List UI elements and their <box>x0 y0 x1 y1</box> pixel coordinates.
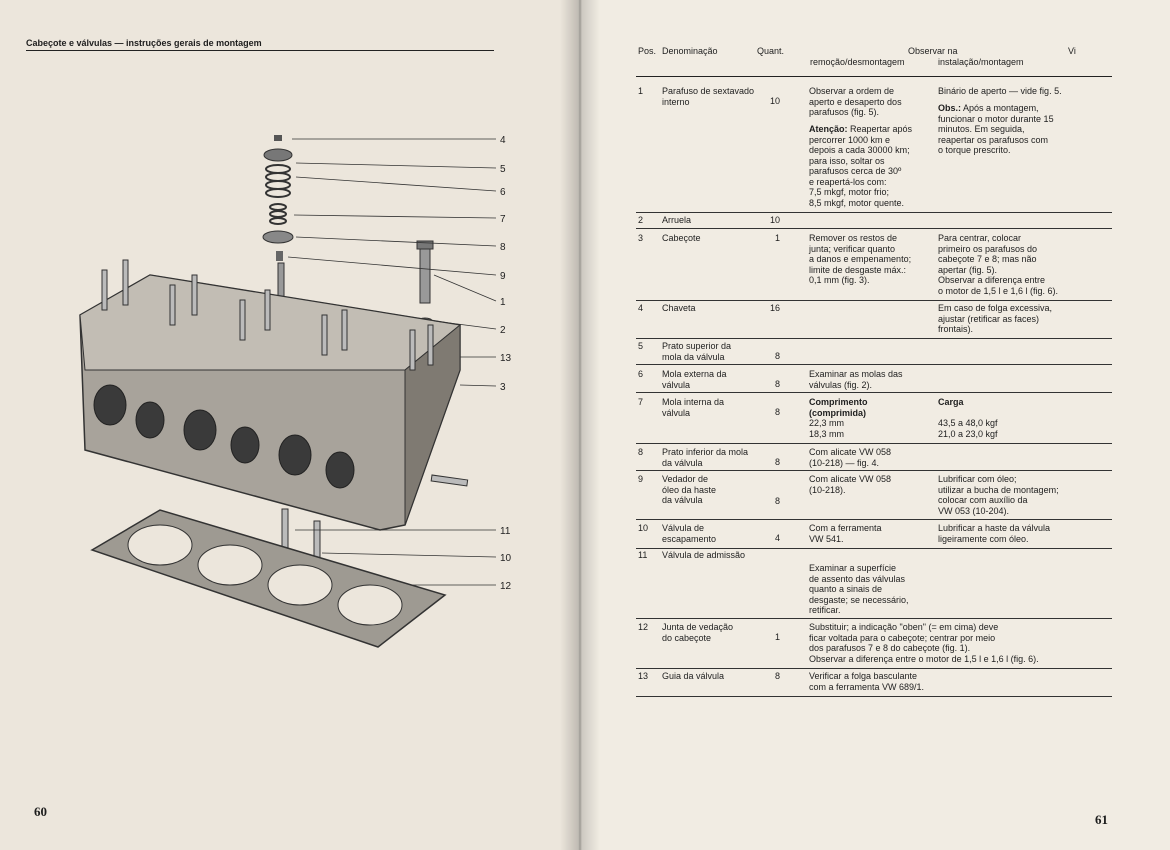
callout-2: 2 <box>500 325 506 336</box>
callout-5: 5 <box>500 164 506 175</box>
row-pos: 7 <box>638 397 644 407</box>
row-pos: 11 <box>638 550 648 560</box>
row-pos: 9 <box>638 474 644 484</box>
row-qty: 8 <box>774 407 780 417</box>
row-name: Mola externa da válvula <box>662 369 727 390</box>
row-pos: 12 <box>638 622 649 632</box>
row-pos: 3 <box>638 233 644 243</box>
row-qty: 4 <box>774 533 780 543</box>
col-removal: remoção/desmontagem <box>810 57 905 67</box>
row-divider <box>636 338 1112 339</box>
callout-8: 8 <box>500 242 506 253</box>
attention-label: Atenção: <box>809 124 848 134</box>
table-row <box>636 447 1112 469</box>
callout-1: 1 <box>500 297 506 308</box>
row-name: Parafuso de sextavado interno <box>662 86 755 107</box>
book-gutter <box>560 0 600 850</box>
row-removal: 22,3 mm 18,3 mm <box>809 418 845 439</box>
callout-10: 10 <box>500 553 512 564</box>
row-name: Vedador de óleo da haste da válvula <box>662 474 717 505</box>
page-number-left: 60 <box>34 804 47 819</box>
table-row <box>636 397 1112 441</box>
row-removal: Com alicate VW 058 (10-218). <box>809 474 892 495</box>
page-header: Cabeçote e válvulas — instruções gerais de montagem <box>26 38 262 48</box>
row-name: Prato inferior da mola da válvula <box>662 447 749 468</box>
row-qty: 8 <box>774 671 780 681</box>
row-removal: Examinar as molas das válvulas (fig. 2). <box>809 369 903 390</box>
load-heading: Carga <box>938 397 964 407</box>
row-divider <box>636 519 1112 520</box>
header-rule-right <box>636 76 1112 77</box>
row-divider <box>636 364 1112 365</box>
row-qty: 16 <box>769 303 780 313</box>
row-name: Válvula de admissão <box>662 550 746 560</box>
table-row <box>636 474 1112 518</box>
callout-7: 7 <box>500 214 506 225</box>
callout-11: 11 <box>500 526 511 537</box>
table-row <box>636 215 1112 227</box>
row-divider <box>636 300 1112 301</box>
row-name: Junta de vedação do cabeçote <box>662 622 734 643</box>
upper-spring-plate <box>264 149 292 161</box>
left-page <box>0 0 578 850</box>
row-install: Para centrar, colocar primeiro os parafusos do cabeçote 7 e 8; mas não apertar (fig. 5). Observar a diferença entre o motor de 1,5 l e 1,6 l (fig. 6). <box>938 233 1059 296</box>
row-qty: 1 <box>774 233 780 243</box>
row-removal: Observar a ordem de aperto e desaperto dos parafusos (fig. 5). <box>809 86 902 117</box>
table-row <box>636 622 1112 666</box>
row-divider <box>636 228 1112 229</box>
row-pos: 1 <box>638 86 644 96</box>
head-gasket <box>92 510 445 647</box>
row-install: Binário de aperto — vide fig. 5. <box>938 86 1062 96</box>
table-row <box>636 550 1112 616</box>
obs-text: Após a montagem, funcionar o motor durante 15 minutos. Em seguida, reapertar os parafusos com o torque prescrito. <box>938 103 1054 155</box>
table-row <box>636 369 1112 391</box>
row-removal: Com a ferramenta VW 541. <box>809 523 882 544</box>
row-pos: 2 <box>638 215 644 225</box>
table-row <box>636 233 1112 299</box>
callout-6: 6 <box>500 187 506 198</box>
row-install: 43,5 a 48,0 kgf 21,0 a 23,0 kgf <box>938 418 998 439</box>
header-rule <box>26 50 494 51</box>
lower-spring-plate <box>263 231 293 243</box>
attention-text: Reapertar após percorrer 1000 km e depois a cada 30000 km; para isso, soltar os parafusos cerca de 30º e reapertá-los com: 7,5 mkgf, motor frio; 8,5 mkgf, motor quente. <box>809 124 913 208</box>
callout-4: 4 <box>500 135 506 146</box>
row-name: Válvula de escapamento <box>662 523 717 544</box>
table-row <box>636 303 1112 337</box>
row-divider <box>636 212 1112 213</box>
cylinder-head <box>80 260 468 530</box>
row-name: Arruela <box>662 215 692 225</box>
row-name: Prato superior da mola da válvula <box>662 341 732 362</box>
row-divider <box>636 548 1112 549</box>
row-pos: 6 <box>638 369 644 379</box>
col-pos: Pos. <box>638 46 657 56</box>
row-qty: 1 <box>774 632 780 642</box>
valve-springs <box>266 165 290 224</box>
row-install: Lubrificar a haste da válvula ligeiramente com óleo. <box>938 523 1051 544</box>
row-qty: 8 <box>774 496 780 506</box>
page-number-right: 61 <box>1095 812 1108 827</box>
row-divider <box>636 618 1112 619</box>
row-name: Mola interna da válvula <box>662 397 725 418</box>
head-bolt <box>417 241 433 324</box>
callout-9: 9 <box>500 271 506 282</box>
valve-keeper <box>274 135 282 141</box>
row-pos: 10 <box>638 523 649 533</box>
row-removal: Verificar a folga basculante com a ferramenta VW 689/1. <box>809 671 925 692</box>
row-removal-note <box>809 124 931 208</box>
row-divider <box>636 668 1112 669</box>
row-install: Lubrificar com óleo; utilizar a bucha de montagem; colocar com auxílio da VW 053 (10-204). <box>938 474 1059 516</box>
row-name: Chaveta <box>662 303 696 313</box>
callout-13: 13 <box>500 353 512 364</box>
row-removal: Remover os restos de junta; verificar quanto a danos e empenamento; limite de desgaste máx.: 0,1 mm (fig. 3). <box>809 233 912 285</box>
callout-labels <box>500 135 512 592</box>
row-divider <box>636 696 1112 697</box>
col-install: instalação/montagem <box>938 57 1024 67</box>
col-observe: Observar na <box>908 46 958 56</box>
row-pos: 5 <box>638 341 644 351</box>
cylinder-head-exploded-diagram <box>60 125 530 665</box>
row-divider <box>636 443 1112 444</box>
row-qty: 10 <box>769 215 780 225</box>
callout-3: 3 <box>500 382 506 393</box>
row-pos: 13 <box>638 671 649 681</box>
row-install: Em caso de folga excessiva, ajustar (retificar as faces) frontais). <box>938 303 1053 334</box>
col-qty: Quant. <box>757 46 785 56</box>
row-removal: Examinar a superfície de assento das válvulas quanto a sinais de desgaste; se necessário, retificar. <box>809 563 909 615</box>
row-pos: 8 <box>638 447 644 457</box>
valve-stem-seal <box>276 251 283 261</box>
row-pos: 4 <box>638 303 644 313</box>
row-divider <box>636 470 1112 471</box>
row-name: Guia da válvula <box>662 671 725 681</box>
row-removal: Com alicate VW 058 (10-218) — fig. 4. <box>809 447 892 468</box>
col-fragment: Vi <box>1068 46 1076 56</box>
row-qty: 8 <box>774 457 780 467</box>
row-gasket-note: Substituir; a indicação "oben" (= em cima) deve ficar voltada para o cabeçote; centrar por meio dos parafusos 7 e 8 do cabeçote (fig. 1). Observar a diferença entre o motor de 1,5 l e 1,6 l (fig. 6). <box>809 622 1039 664</box>
col-name: Denominação <box>662 46 718 56</box>
row-name: Cabeçote <box>662 233 701 243</box>
row-qty: 8 <box>774 351 780 361</box>
table-row <box>636 86 1112 211</box>
row-divider <box>636 392 1112 393</box>
row-install-note <box>938 103 1110 156</box>
row-qty: 8 <box>774 379 780 389</box>
row-qty: 10 <box>769 96 780 106</box>
length-heading: Comprimento (comprimida) <box>809 397 868 418</box>
table-row <box>636 523 1112 547</box>
obs-label: Obs.: <box>938 103 962 113</box>
table-row <box>636 341 1112 363</box>
callout-12: 12 <box>500 581 512 592</box>
table-row <box>636 671 1112 693</box>
